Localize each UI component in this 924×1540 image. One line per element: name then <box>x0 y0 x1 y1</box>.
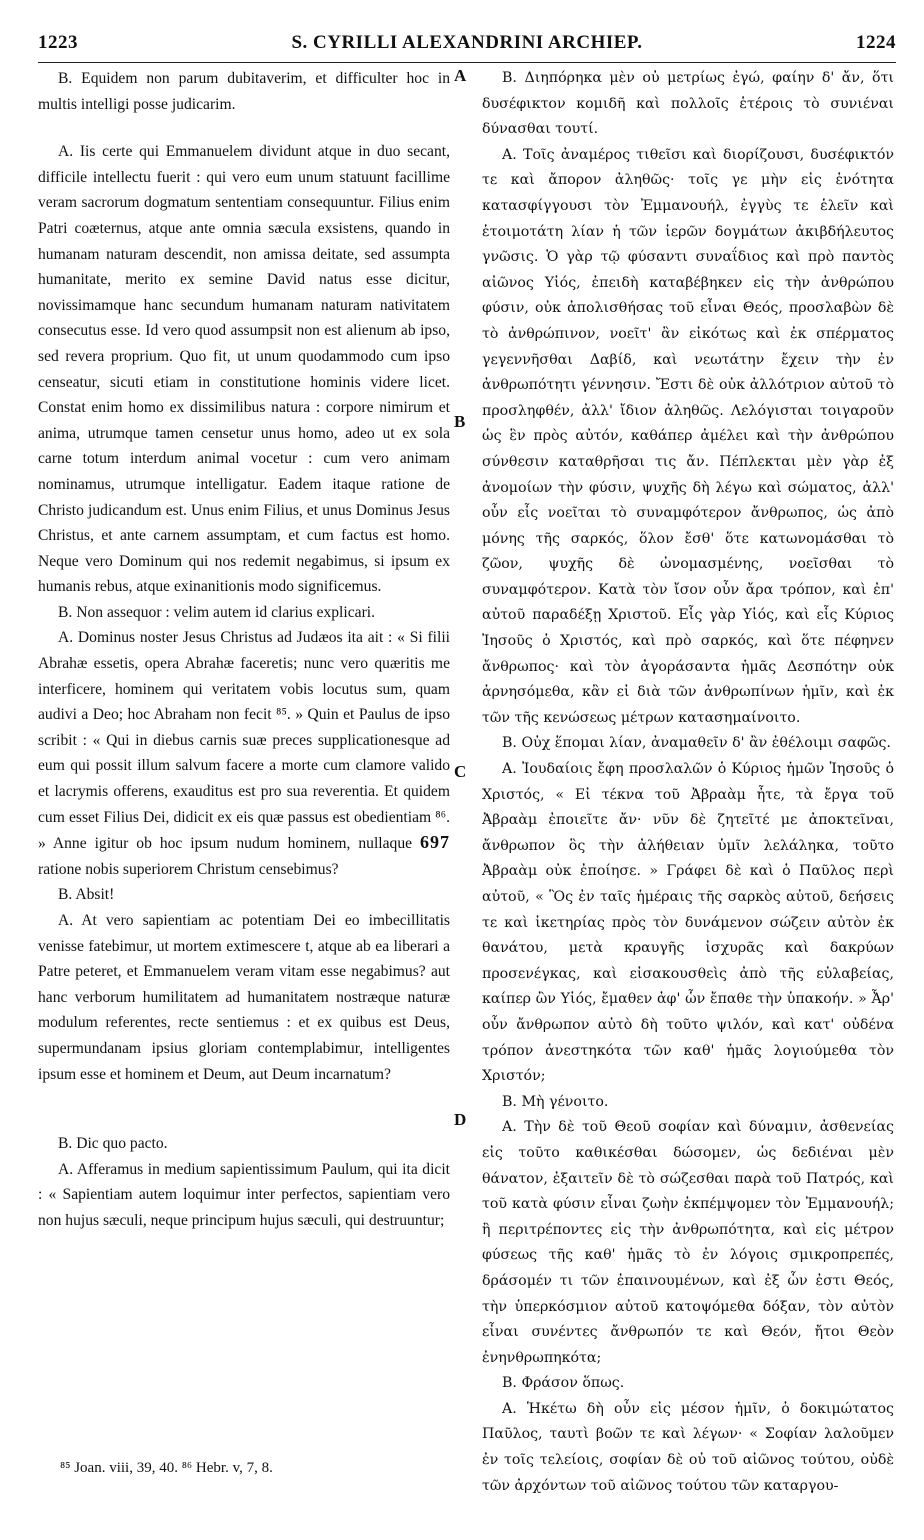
greek-paragraph: A. Τὴν δὲ τοῦ Θεοῦ σοφίαν καὶ δύναμιν, ἀσθενείας εἰς τοῦτο καθικέσθαι δώσομεν, ὡς δεδιέναι μὲν θάνατον, ἐξαιτεῖν δὲ τὸ σώζεσθαι παρὰ τοῦ Πατρός, καὶ τοῦ κατὰ φύσιν εἶναι ζωὴν ἐκπέμψομεν τὸν Ἐμμανουήλ; ἢ περιτρέποντες εἰς τὴν ἀνθρωπότητα, καὶ εἰς μέτρον φύσεως τῆς καθ' ἡμᾶς τὸ ἐν λόγοις σμικροπρεπές, δράσομέν τι τῶν ἐπαινουμένων, καὶ ἐξ ὧν ἐστι Θεός, τὴν ὑπερκόσμιον αὐτοῦ κατοψόμεθα δόξαν, τὸν αὐτὸν εἶναι συνέντες ἄνθρωπόν τε καὶ Θεόν, ἤτοι Θεὸν ἐνηνθρωπηκότα; <box>482 1119 894 1366</box>
margin-letter-d: D <box>454 1110 467 1129</box>
page-header <box>38 32 896 63</box>
latin-paragraph <box>38 625 450 882</box>
greek-paragraph: B. Διηπόρηκα μὲν οὐ μετρίως ἐγώ, φαίην δ' ἄν, ὅτι δυσέφικτον κομιδῆ καὶ πολλοῖς ἑτέροις τὸ συνιέναι δύνασθαι τουτί. <box>482 70 894 138</box>
left-column-number: 1223 <box>38 32 78 53</box>
latin-column <box>38 66 450 1234</box>
running-title: S. CYRILLI ALEXANDRINI ARCHIEP. <box>291 32 643 53</box>
latin-text: ratione nobis superiorem Christum censebimus? <box>38 860 339 878</box>
greek-paragraph: B. Μὴ γένοιτο. <box>502 1093 609 1110</box>
greek-paragraph: A. Ἡκέτω δὴ οὖν εἰς μέσον ἡμῖν, ὁ δοκιμώτατος Παῦλος, ταυτὶ βοῶν τε καὶ λέγων· « Σοφίαν λαλοῦμεν ἐν τοῖς τελείοις, σοφίαν δὲ οὐ τοῦ αἰῶνος τούτου, οὐδὲ τῶν ἀρχόντων τοῦ αἰῶνος τούτου τῶν καταργου- <box>482 1400 894 1494</box>
margin-letter-a: A <box>454 66 467 85</box>
latin-paragraph: B. Absit! <box>58 886 115 904</box>
column-marker: 697 <box>420 832 451 853</box>
latin-paragraph: A. Iis certe qui Emmanuelem dividunt atque in duo secant, difficile intellectu fuerit : qui vero eum unum statuunt facillime veram sacrorum dogmatum sententiam consequuntur. Filius enim Patri coæternus, atque ante omnia sæcula exsistens, quando in humanam naturam descendit, non amissa deitate, sed assumpta humanitate, merito ex semine David natus esse dicitur, novissimamque hanc secundum humanam naturam nativitatem consecutus esse. Id vero quod assumpsit non est alienum ab ipso, sed revera proprium. Quo fit, ut unum quodammodo cum ipso censeatur, sicuti etiam in constitutione hominis videre licet. Constat enim homo ex dissimilibus natura : corpore nimirum et anima, utrumque tamen censetur unus homo, adeo ut ex sola carne totum interdum animal vocetur : cum vero animam nominamus, utrumque intelligatur. Eadem itaque ratione de Christo judicandum est. Unus enim Filius, et unus Dominus Jesus Christus, et ante carnem assumptam, et cum factus est homo. Neque vero Dominum qui nos redemit negabimus, si ipsum ex humanis rebus, atque exinanitionis modo significemus. <box>38 143 450 596</box>
greek-paragraph: A. Ἰουδαίοις ἔφη προσλαλῶν ὁ Κύριος ἡμῶν Ἰησοῦς ὁ Χριστός, « Εἰ τέκνα τοῦ Ἀβραὰμ ἦτε, τὰ ἔργα τοῦ Ἀβραὰμ ἐποιεῖτε ἄν· νῦν δὲ ζητεῖτέ με ἀποκτεῖναι, ἄνθρωπον ὃς τὴν ἀλήθειαν ὑμῖν λελάληκα, τοῦτο Ἀβραὰμ οὐκ ἐποίησε. » Γράφει δὲ καὶ ὁ Παῦλος περὶ αὐτοῦ, « Ὃς ἐν ταῖς ἡμέραις τῆς σαρκὸς αὐτοῦ, δεήσεις τε καὶ ἱκετηρίας πρὸς τὸν δυνάμενον σώζειν αὐτὸν ἐκ θανάτου, μετὰ κραυγῆς ἰσχυρᾶς καὶ δακρύων προσενέγκας, καὶ εἰσακουσθεὶς ἀπὸ τῆς εὐλαβείας, καίπερ ὢν Υἱός, ἔμαθεν ἀφ' ὧν ἔπαθε τὴν ὑπακοήν. » Ἆρ' οὖν ἄνθρωπον αὐτὸ δὴ τοῦτο ψιλόν, καὶ κατ' οὐδένα τρόπον ἀνεστηκότα τῶν καθ' ἡμᾶς λογιούμεθα τὸν Χριστόν; <box>482 761 894 1085</box>
latin-paragraph: A. Afferamus in medium sapientissimum Paulum, qui ita dicit : « Sapientiam autem loquimur inter perfectos, sapientiam vero non hujus sæculi, neque principum hujus sæculi, qui destruuntur; <box>38 1160 450 1229</box>
greek-paragraph: A. Τοῖς ἀναμέρος τιθεῖσι καὶ διορίζουσι, δυσέφικτόν τε καὶ ἄπορον ἀληθῶς· τοῖς γε μὴν εἰς ἑνότητα κατασφίγγουσι τὸν Ἐμμανουήλ, ἐγγὺς τε ἑλεῖν καὶ ἑτοιμοτάτη λίαν ἡ τῶν ἱερῶν δογμάτων ἀκιβδήλευτος γνῶσις. Ὁ γὰρ τῷ φύσαντι συναΐδιος καὶ πρὸ παντὸς αἰῶνος Υἱός, ἐπειδὴ καταβέβηκεν εἰς τὴν ἀνθρώπου φύσιν, οὐκ ἀπολισθήσας τοῦ εἶναι Θεός, προσλαβὼν δὲ τὸ ἀνθρώπινον, νοεῖτ' ἂν εἰκότως καὶ ἐκ σπέρματος γεγεννῆσθαι Δαβίδ, καὶ νεωτάτην ἔχειν τὴν ἐν ἀνθρωπότητι γέννησιν. Ἔστι δὲ οὐκ ἀλλότριον αὐτοῦ τὸ προσληφθέν, ἀλλ' ἴδιον ἀληθῶς. Λελόγισται τοιγαροῦν ὡς ἓν πρὸς αὐτόν, καθάπερ ἀμέλει καὶ τὴν ἀνθρώπου σύνθεσιν καταθρῆσαι τις ἄν. Πέπλεκται μὲν γὰρ ἐξ ἀνομοίων τὴν φύσιν, ψυχῆς δὴ λέγω καὶ σώματος, ἀλλ' οὖν εἷς νοεῖται τὸ συναμφότερον ἄνθρωπος, ὡς ἀπὸ μόνης τῆς σαρκός, ὅλον ἔσθ' ὅτε κατωνομάσθαι τὸ ζῶον, ψυχῆς δὲ ὠνομασμένης, νοεῖσθαι τὸ συναμφότερον. Κατὰ τὸν ἴσον οὖν ἄρα τρόπον, καὶ ἐπ' αὐτοῦ παραδέξῃ Χριστοῦ. Εἷς γὰρ Υἱός, καὶ εἷς Κύριος Ἰησοῦς ὁ Χριστός, καὶ πρὸ σαρκός, καὶ ὅτε πέφηνεν ἄνθρωπος· καὶ τὸν ἀγοράσαντα ἡμᾶς Δεσπότην οὐκ ἀρνησόμεθα, κἂν εἰ διὰ τῶν ἀνθρωπίνων ἡμῖν, καὶ ἐκ τῶν τῆς κενώσεως μέτρων κατασημαίνοιτο. <box>482 146 894 726</box>
right-column-number: 1224 <box>856 32 896 53</box>
greek-column <box>482 66 894 1499</box>
latin-paragraph: B. Equidem non parum dubitaverim, et difficulter hoc in multis intelligi posse judicarim. <box>38 70 450 113</box>
margin-letter-b: B <box>454 412 466 431</box>
latin-paragraph: B. Dic quo pacto. <box>58 1135 168 1153</box>
greek-paragraph: B. Φράσον ὅπως. <box>502 1375 625 1392</box>
footnotes: ⁸⁵ Joan. viii, 39, 40. ⁸⁶ Hebr. v, 7, 8. <box>60 1460 273 1476</box>
latin-paragraph: A. At vero sapientiam ac potentiam Dei eo imbecillitatis venisse fatebimur, ut mortem extimescere t, atque ab ea liberari a Patre peteret, et Emmanuelem veram vitam esse negabimus? aut hanc verborum humilitatem ad humanitatem nostræque naturæ modulum referentes, recte sentiemus : et ex quibus est Deus, supermundanam ipsius gloriam contemplabimur, intelligentes ipsum esse et hominem et Deum, aut Deum incarnatum? <box>38 912 450 1083</box>
latin-text: A. Dominus noster Jesus Christus ad Judæos ita ait : « Si filii Abrahæ essetis, opera Abrahæ faceretis; nunc vero quæritis me interficere, hominem qui veritatem vobis locutus sum, quam audivi a Deo; hoc Abraham non fecit ⁸⁵. » Quin et Paulus de ipso scribit : « Qui in diebus carnis suæ preces supplicationesque ad eum qui possit illum salvum facere a morte cum clamore valido et lacrymis offerens, exauditus est pro sua reverentia. Et quidem cum esset Filius Dei, didicit ex eis quæ passus est obedientiam ⁸⁶. » Anne igitur ob hoc ipsum nudum hominem, nullaque <box>38 629 450 853</box>
latin-paragraph: B. Non assequor : velim autem id clarius explicari. <box>58 603 375 621</box>
margin-letter-c: C <box>454 762 467 781</box>
greek-paragraph: B. Οὐχ ἕπομαι λίαν, ἀναμαθεῖν δ' ἂν ἐθέλοιμι σαφῶς. <box>502 735 891 752</box>
